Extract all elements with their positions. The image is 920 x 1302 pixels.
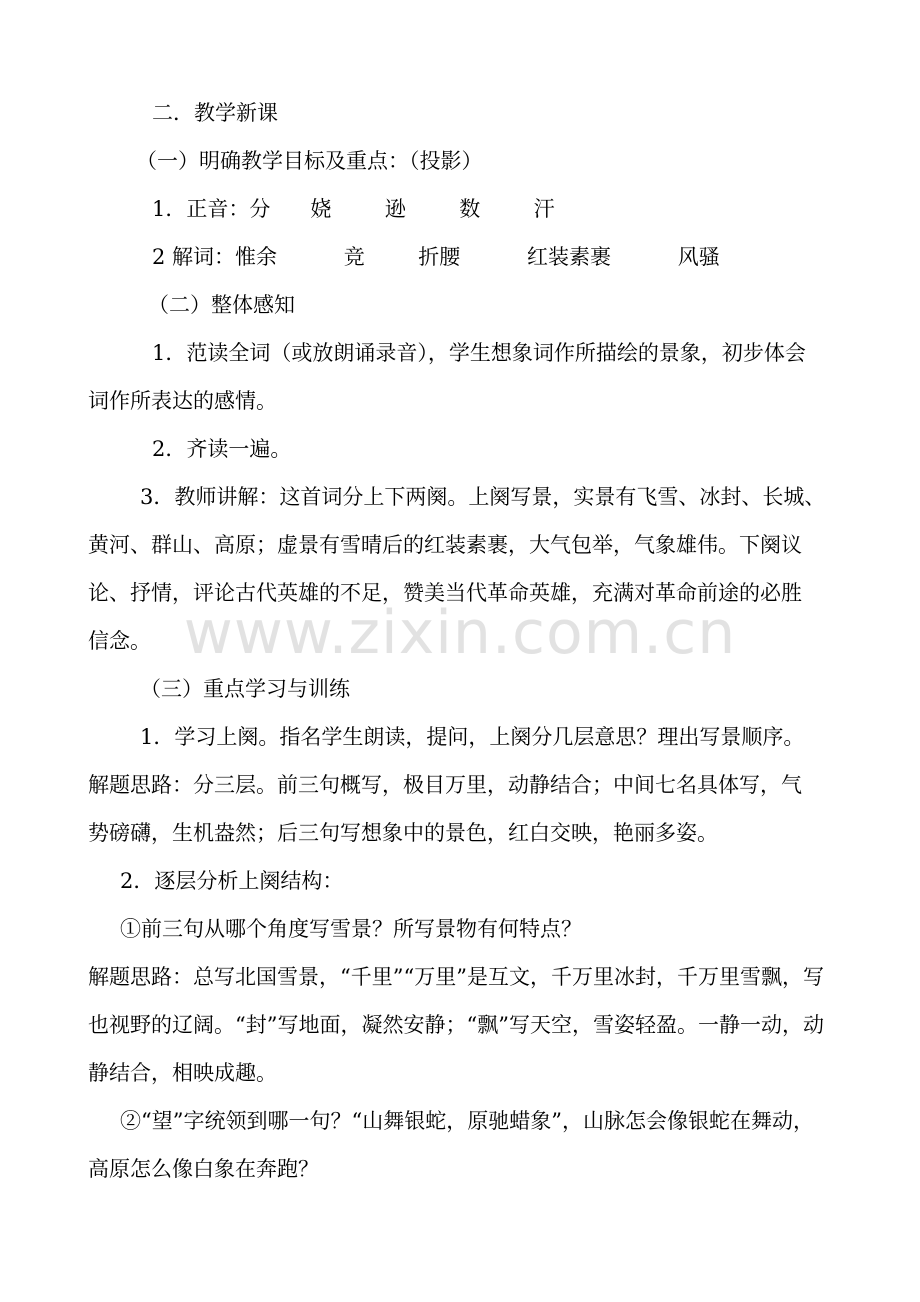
paragraph-line: 3．教师讲解：这首词分上下两阕。上阕写景，实景有飞雪、冰封、长城、: [140, 485, 826, 509]
paragraph-line: 2．齐读一遍。: [152, 437, 292, 461]
paragraph-line: 1．范读全词（或放朗诵录音），学生想象词作所描绘的景象，初步体会: [152, 341, 806, 365]
item-pronunciation: 1．正音：分 娆 逊 数 汗: [152, 197, 555, 221]
paragraph-line: 解题思路：分三层。前三句概写，极目万里，动静结合；中间七名具体写，气: [88, 773, 802, 797]
paragraph-line: 2．逐层分析上阕结构：: [120, 869, 344, 893]
subheading-key-learning: （三）重点学习与训练: [140, 677, 350, 701]
paragraph-line: 信念。: [88, 629, 151, 653]
paragraph-line: 解题思路：总写北国雪景，“千里”“万里”是互文，千万里冰封，千万里雪飘，写: [88, 965, 824, 989]
subheading-objectives: （一）明确教学目标及重点：（投影）: [136, 149, 483, 173]
paragraph-line: 高原怎么像白象在奔跑？: [88, 1157, 319, 1181]
paragraph-line: 论、抒情，评论古代英雄的不足，赞美当代革命英雄，充满对革命前途的必胜: [88, 581, 802, 605]
paragraph-line: 静结合，相映成趣。: [88, 1061, 277, 1085]
section-heading-new-lesson: 二．教学新课: [152, 101, 278, 125]
paragraph-line: 词作所表达的感情。: [88, 389, 277, 413]
paragraph-line: ①前三句从哪个角度写雪景？所写景物有何特点？: [120, 917, 582, 941]
paragraph-line: 势磅礴，生机盎然；后三句写想象中的景色，红白交映，艳丽多姿。: [88, 821, 718, 845]
watermark: www.zixin.com.cn: [183, 598, 737, 668]
subheading-overall-perception: （二）整体感知: [148, 293, 295, 317]
paragraph-line: 1．学习上阕。指名学生朗读，提问，上阕分几层意思？理出写景顺序。: [140, 725, 805, 749]
paragraph-line: 也视野的辽阔。“封”写地面，凝然安静；“飘”写天空，雪姿轻盈。一静一动，动: [88, 1013, 824, 1037]
paragraph-line: 黄河、群山、高原；虚景有雪晴后的红装素裹，大气包举，气象雄伟。下阕议: [88, 533, 802, 557]
paragraph-line: ②“望”字统领到哪一句？“山舞银蛇，原驰蜡象”，山脉怎会像银蛇在舞动，: [120, 1109, 814, 1133]
item-vocabulary: 2 解词：惟余 竞 折腰 红装素裹 风骚: [152, 245, 720, 269]
